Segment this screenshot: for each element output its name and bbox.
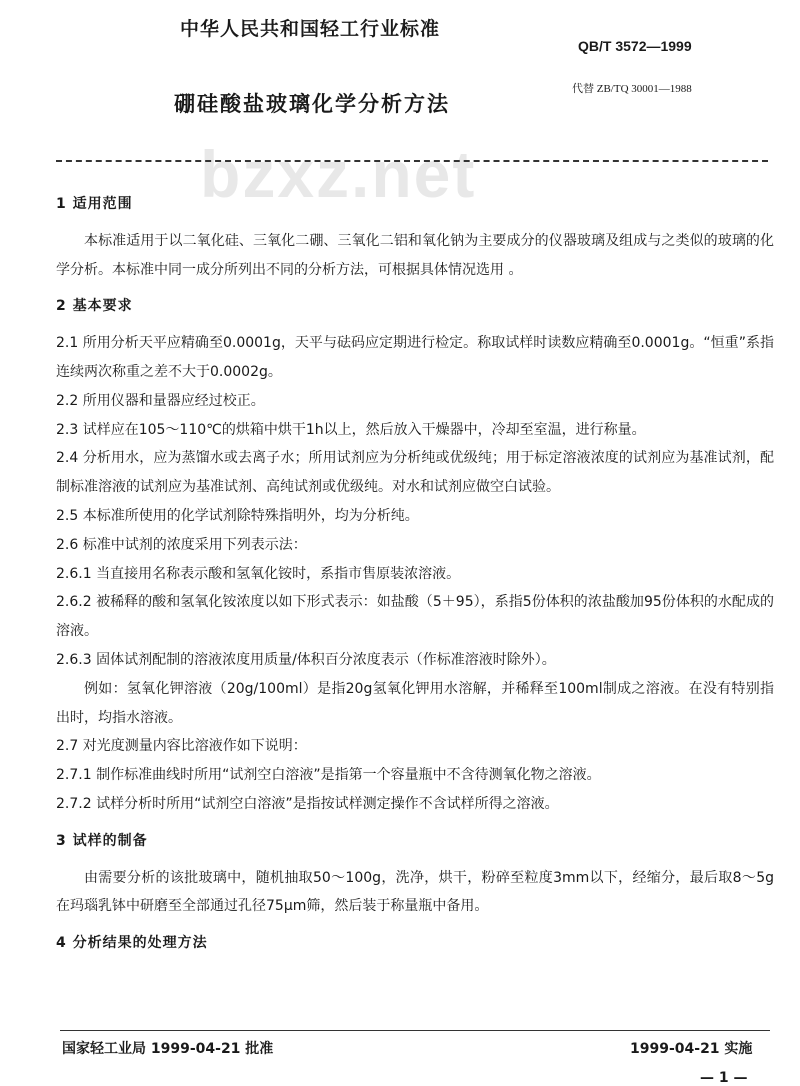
clause-2-6-2: 2.6.2 被稀释的酸和氢氧化铵浓度以如下形式表示：如盐酸（5＋95），系指5份体积的浓盐酸加95份体积的水配成的溶液。 <box>56 594 774 640</box>
replaces-standard: 代替 ZB/TQ 30001—1988 <box>572 83 692 95</box>
section-3-heading: 3 试样的制备 <box>56 832 148 849</box>
clause-2-2: 2.2 所用仪器和量器应经过校正。 <box>56 392 265 409</box>
section-1-paragraph: 本标准适用于以二氧化硅、三氧化二硼、三氧化二铝和氧化钠为主要成分的仪器玻璃及组成与之类似的玻璃的化学分析。本标准中同一成分所列出不同的分析方法，可根据具体情况选用 。 <box>56 232 774 278</box>
clause-2-1: 2.1 所用分析天平应精确至0.0001g，天平与砝码应定期进行检定。称取试样时读数应精确至0.0001g。“恒重”系指连续两次称重之差不大于0.0002g。 <box>56 335 774 380</box>
watermark: bzxz.net <box>200 137 477 211</box>
clause-2-3: 2.3 试样应在105～110℃的烘箱中烘干1h以上，然后放入干燥器中，冷却至室温，进行称量。 <box>56 421 646 438</box>
clause-2-7-2: 2.7.2 试样分析时所用“试剂空白溶液”是指按试样测定操作不含试样所得之溶液。 <box>56 795 559 812</box>
header-divider <box>56 160 768 162</box>
clause-2-6-1: 2.6.1 当直接用名称表示酸和氢氧化铵时，系指市售原装浓溶液。 <box>56 565 461 582</box>
footer-divider <box>60 1030 770 1031</box>
page-number: — 1 — <box>700 1070 748 1086</box>
clause-2-6: 2.6 标准中试剂的浓度采用下列表示法： <box>56 536 307 553</box>
section-3-paragraph: 由需要分析的该批玻璃中，随机抽取50～100g，洗净，烘干，粉碎至粒度3mm以下，经缩分，最后取8～5g在玛瑙乳钵中研磨至全部通过孔径75μm筛，然后装于称量瓶中备用。 <box>56 869 774 915</box>
clause-2-5: 2.5 本标准所使用的化学试剂除特殊指明外，均为分析纯。 <box>56 507 419 524</box>
implementation-date: 1999-04-21 实施 <box>630 1041 753 1057</box>
document-title: 硼硅酸盐玻璃化学分析方法 <box>174 92 450 116</box>
section-2-heading: 2 基本要求 <box>56 298 133 315</box>
approval-line: 国家轻工业局 1999-04-21 批准 <box>62 1041 274 1057</box>
clause-2-4: 2.4 分析用水，应为蒸馏水或去离子水；所用试剂应为分析纯或优级纯；用于标定溶液浓度的试剂应为基准试剂，配制标准溶液的试剂应为基准试剂、高纯试剂或优级纯。对水和试剂应做空白试验。 <box>56 450 774 496</box>
section-1-heading: 1 适用范围 <box>56 196 133 212</box>
standard-category-title: 中华人民共和国轻工行业标准 <box>180 18 441 40</box>
document-body <box>56 190 774 958</box>
section-4-heading: 4 分析结果的处理方法 <box>56 935 208 952</box>
clause-2-7-1: 2.7.1 制作标准曲线时所用“试剂空白溶液”是指第一个容量瓶中不含待测氧化物之溶液。 <box>56 767 601 784</box>
clause-2-6-3: 2.6.3 固体试剂配制的溶液浓度用质量/体积百分浓度表示（作标准溶液时除外）。 <box>56 651 556 668</box>
standard-number: QB/T 3572—1999 <box>578 38 692 54</box>
example-paragraph: 例如：氢氧化钾溶液（20g/100ml）是指20g氢氧化钾用水溶解，并稀释至100ml制成之溶液。在没有特别指出时，均指水溶液。 <box>56 680 774 726</box>
clause-2-7: 2.7 对光度测量内容比溶液作如下说明： <box>56 738 307 755</box>
